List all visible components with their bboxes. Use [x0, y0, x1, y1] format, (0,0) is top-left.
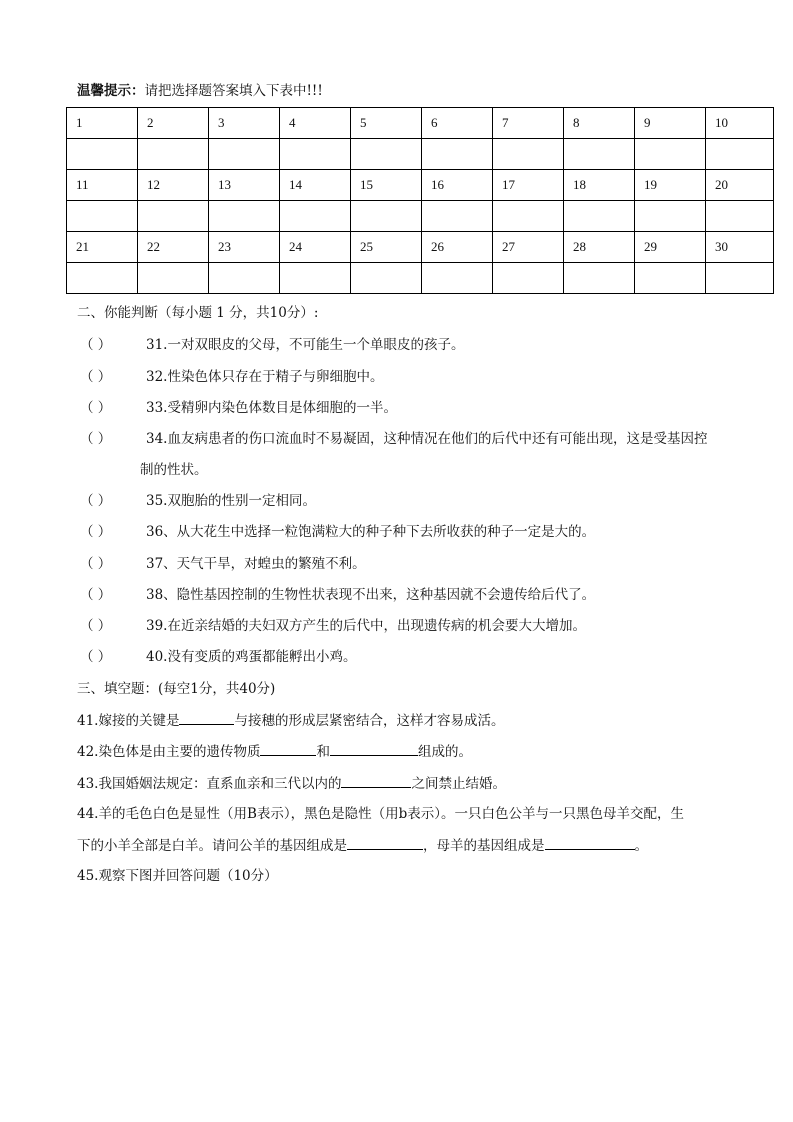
answer-paren[interactable]: （ ） [80, 618, 112, 634]
judge-item-36 [80, 522, 595, 542]
answer-number: 11 [67, 170, 138, 201]
answer-number: 21 [67, 232, 138, 263]
answer-paren[interactable]: （ ） [80, 524, 112, 540]
answer-cell[interactable] [67, 139, 138, 170]
answer-number: 8 [564, 108, 635, 139]
judge-item-39 [80, 616, 586, 636]
tip-line [77, 81, 323, 101]
answer-input-row-1 [67, 139, 774, 170]
judge-item-32 [80, 367, 383, 387]
answer-cell[interactable] [635, 263, 706, 294]
answer-number: 30 [706, 232, 774, 263]
answer-number: 6 [422, 108, 493, 139]
judge-item-35 [80, 491, 316, 511]
blank-42a[interactable] [260, 741, 316, 756]
answer-cell[interactable] [280, 139, 351, 170]
judge-text: 36、从大花生中选择一粒饱满粒大的种子种下去所收获的种子一定是大的。 [146, 524, 596, 540]
answer-paren[interactable]: （ ） [80, 337, 112, 353]
judge-text: 38、隐性基因控制的生物性状表现不出来，这种基因就不会遗传给后代了。 [146, 587, 596, 603]
answer-cell[interactable] [280, 263, 351, 294]
answer-number: 20 [706, 170, 774, 201]
answer-number: 2 [138, 108, 209, 139]
answer-number: 25 [351, 232, 422, 263]
blank-41[interactable] [179, 710, 234, 725]
answer-cell[interactable] [67, 201, 138, 232]
answer-number: 19 [635, 170, 706, 201]
answer-number: 23 [209, 232, 280, 263]
judge-item-37 [80, 554, 366, 574]
answer-number: 14 [280, 170, 351, 201]
question-text: 41.嫁接的关键是 [77, 713, 180, 729]
answer-cell[interactable] [564, 139, 635, 170]
answer-cell[interactable] [493, 139, 564, 170]
answer-number: 18 [564, 170, 635, 201]
fill-question-42 [77, 741, 472, 762]
answer-number: 24 [280, 232, 351, 263]
answer-paren[interactable]: （ ） [80, 493, 112, 509]
answer-cell[interactable] [422, 201, 493, 232]
question-text: ，母羊的基因组成是 [423, 838, 545, 854]
section2-title: 二、你能判断（每小题 1 分，共10分）: [77, 305, 319, 321]
answer-paren[interactable]: （ ） [80, 400, 112, 416]
answer-cell[interactable] [209, 263, 280, 294]
answer-cell[interactable] [209, 139, 280, 170]
question-text: 之间禁止结婚。 [411, 776, 506, 792]
question-text: 与接穗的形成层紧密结合，这样才容易成活。 [234, 713, 505, 729]
blank-44b[interactable] [545, 835, 635, 850]
section3-title: 三、填空题：(每空1分，共40分) [77, 681, 276, 697]
judge-item-34 [80, 429, 707, 449]
answer-cell[interactable] [422, 263, 493, 294]
answer-cell[interactable] [209, 201, 280, 232]
answer-number: 12 [138, 170, 209, 201]
answer-number: 17 [493, 170, 564, 201]
answer-number: 22 [138, 232, 209, 263]
question-text: 和 [316, 744, 330, 760]
question-text: 42.染色体是由主要的遗传物质 [77, 744, 261, 760]
answer-cell[interactable] [706, 201, 774, 232]
answer-cell[interactable] [706, 139, 774, 170]
answer-cell[interactable] [706, 263, 774, 294]
answer-paren[interactable]: （ ） [80, 556, 112, 572]
judge-item-31 [80, 335, 464, 355]
answer-number: 3 [209, 108, 280, 139]
answer-table [66, 107, 774, 294]
answer-number: 1 [67, 108, 138, 139]
answer-number: 26 [422, 232, 493, 263]
answer-number-row-3 [67, 232, 774, 263]
fill-question-41 [77, 710, 504, 731]
judge-text: 39.在近亲结婚的夫妇双方产生的后代中，出现遗传病的机会要大大增加。 [146, 618, 586, 634]
answer-number: 7 [493, 108, 564, 139]
answer-cell[interactable] [280, 201, 351, 232]
answer-paren[interactable]: （ ） [80, 587, 112, 603]
answer-cell[interactable] [351, 263, 422, 294]
question-text: 组成的。 [417, 744, 472, 760]
judge-text: 37、天气干旱，对蝗虫的繁殖不利。 [146, 556, 366, 572]
fill-question-44-line2 [77, 835, 648, 856]
answer-cell[interactable] [635, 139, 706, 170]
answer-number: 28 [564, 232, 635, 263]
answer-number: 15 [351, 170, 422, 201]
answer-number: 13 [209, 170, 280, 201]
answer-cell[interactable] [493, 201, 564, 232]
fill-question-45: 45.观察下图并回答问题（10分） [77, 868, 278, 884]
question-text: 下的小羊全部是白羊。请问公羊的基因组成是 [77, 838, 347, 854]
answer-cell[interactable] [138, 201, 209, 232]
answer-cell[interactable] [351, 139, 422, 170]
answer-cell[interactable] [67, 263, 138, 294]
judge-item-33 [80, 398, 397, 418]
question-text: 。 [634, 838, 648, 854]
answer-number: 16 [422, 170, 493, 201]
judge-text: 35.双胞胎的性别一定相同。 [146, 493, 316, 509]
answer-number: 27 [493, 232, 564, 263]
answer-cell[interactable] [635, 201, 706, 232]
judge-text: 32.性染色体只存在于精子与卵细胞中。 [146, 369, 384, 385]
answer-cell[interactable] [351, 201, 422, 232]
answer-cell[interactable] [422, 139, 493, 170]
blank-43[interactable] [341, 773, 411, 788]
answer-input-row-3 [67, 263, 774, 294]
answer-number-row-2 [67, 170, 774, 201]
fill-question-43 [77, 773, 506, 794]
judge-text: 31.一对双眼皮的父母，不可能生一个单眼皮的孩子。 [146, 337, 465, 353]
judge-text: 40.没有变质的鸡蛋都能孵出小鸡。 [146, 649, 357, 665]
tip-text: 请把选择题答案填入下表中!!! [144, 83, 323, 99]
blank-44a[interactable] [347, 835, 423, 850]
judge-text: 34.血友病患者的伤口流血时不易凝固，这种情况在他们的后代中还有可能出现，这是受基因控 [146, 431, 708, 447]
question-text: 43.我国婚姻法规定：直系血亲和三代以内的 [77, 776, 342, 792]
answer-number: 9 [635, 108, 706, 139]
answer-paren[interactable]: （ ） [80, 431, 112, 447]
answer-number: 5 [351, 108, 422, 139]
answer-cell[interactable] [493, 263, 564, 294]
answer-number: 29 [635, 232, 706, 263]
answer-number: 10 [706, 108, 774, 139]
answer-cell[interactable] [138, 263, 209, 294]
blank-42b[interactable] [330, 741, 418, 756]
answer-cell[interactable] [564, 263, 635, 294]
answer-cell[interactable] [138, 139, 209, 170]
judge-item-40 [80, 647, 356, 667]
answer-paren[interactable]: （ ） [80, 369, 112, 385]
answer-number: 4 [280, 108, 351, 139]
fill-question-44-line1: 44.羊的毛色白色是显性（用B表示），黑色是隐性（用b表示）。一只白色公羊与一只黑色母羊交配，生 [77, 806, 685, 822]
tip-label: 温馨提示： [77, 83, 145, 99]
answer-input-row-2 [67, 201, 774, 232]
judge-text: 33.受精卵内染色体数目是体细胞的一半。 [146, 400, 397, 416]
judge-item-38 [80, 585, 595, 605]
answer-cell[interactable] [564, 201, 635, 232]
answer-number-row-1 [67, 108, 774, 139]
answer-paren[interactable]: （ ） [80, 649, 112, 665]
judge-item-34-continuation: 制的性状。 [140, 462, 208, 478]
